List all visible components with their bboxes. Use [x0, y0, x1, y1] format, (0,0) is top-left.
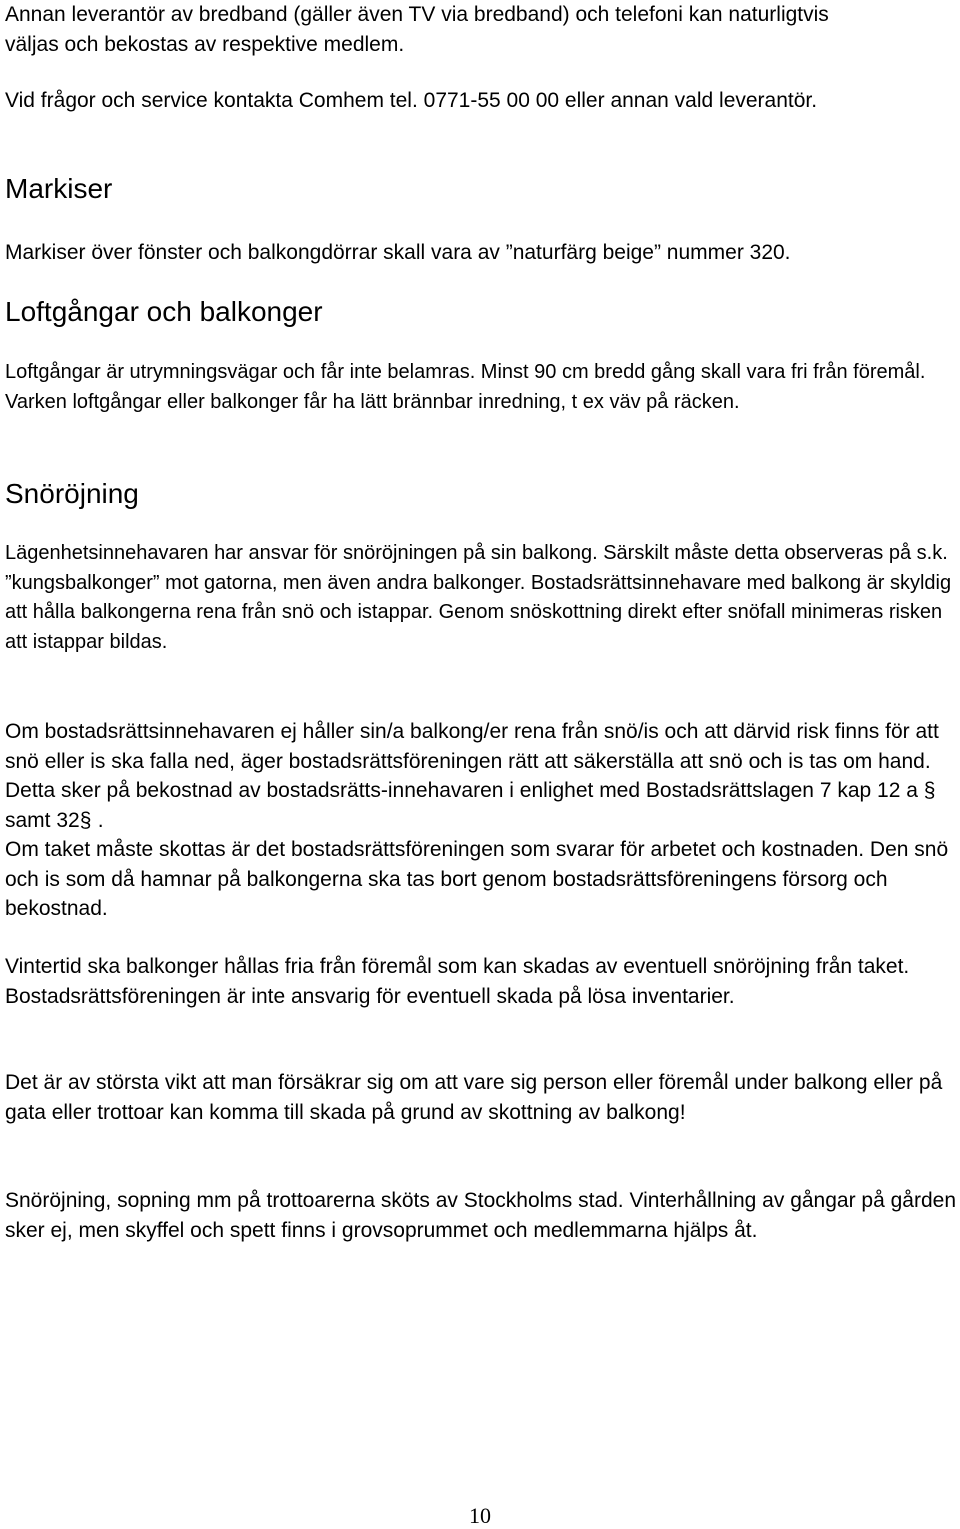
loftgangar-paragraph: Loftgångar är utrymningsvägar och får inte belamras. Minst 90 cm bredd gång skall vara fri från föremål. Varken loftgångar eller balkonger får ha lätt brännbar inredning, t ex väv på räcken. [5, 361, 926, 413]
snorojning-paragraph-3: Vintertid ska balkonger hållas fria från föremål som kan skadas av eventuell snöröjning från taket. Bostadsrättsföreningen är inte ansvarig för eventuell skada på lösa inventarier. [5, 955, 910, 1008]
snorojning-paragraph-1: Lägenhetsinnehavaren har ansvar för snöröjningen på sin balkong. Särskilt måste detta observeras på s.k. ”kungsbalkonger” mot gatorna, men även andra balkonger. Bostadsrättsinnehavare med balkong är skyldig att hålla balkongerna rena från snö och istappar. Genom snöskottning direkt efter snöfall minimeras risken att istappar bildas. [5, 542, 952, 653]
heading-snorojning: Snöröjning [5, 478, 139, 509]
snorojning-paragraph-2 [5, 717, 957, 924]
markiser-paragraph: Markiser över fönster och balkongdörrar skall vara av ”naturfärg beige” nummer 320. [5, 241, 791, 264]
page-number: 10 [469, 1503, 491, 1528]
snorojning-paragraph-5: Snöröjning, sopning mm på trottoarerna sköts av Stockholms stad. Vinterhållning av gångar på gården sker ej, men skyffel och spett finns i grovsoprummet och medlemmarna hjälps åt. [5, 1189, 956, 1242]
snorojning-paragraph-2-part-a: Om bostadsrättsinnehavaren ej håller sin/a balkong/er rena från snö/is och att därvid risk finns för att snö eller is ska falla ned, äger bostadsrättsföreningen rätt att säkerställa att snö och is tas om hand. Detta sker på bekostnad av bostadsrätts-innehavaren i enlighet med Bostadsrättslagen 7 kap 12 a [5, 720, 939, 802]
heading-loftgangar: Loftgångar och balkonger [5, 296, 323, 327]
snorojning-paragraph-2-part-d: Om taket måste skottas är det bostadsrättsföreningen som svarar för arbetet och kostnaden. Den snö och is som då hamnar på balkongerna ska tas bort genom bostadsrättsföreningens försorg och bekostnad. [5, 838, 949, 920]
heading-markiser: Markiser [5, 173, 113, 204]
section-symbol-2: § [79, 808, 92, 832]
snorojning-paragraph-2-part-c: . [97, 808, 104, 832]
intro-contact-paragraph: Vid frågor och service kontakta Comhem tel. 0771-55 00 00 eller annan vald leverantör. [5, 89, 818, 112]
intro-broadband-paragraph: Annan leverantör av bredband (gäller även TV via bredband) och telefoni kan naturligtvis väljas och bekostas av respektive medlem. [5, 3, 829, 56]
snorojning-paragraph-4: Det är av största vikt att man försäkrar sig om att vare sig person eller föremål under balkong eller på gata eller trottoar kan komma till skada på grund av skottning av balkong! [5, 1071, 943, 1124]
section-symbol: § [923, 779, 936, 802]
snorojning-paragraph-2-part-b: samt 32 [5, 808, 80, 832]
